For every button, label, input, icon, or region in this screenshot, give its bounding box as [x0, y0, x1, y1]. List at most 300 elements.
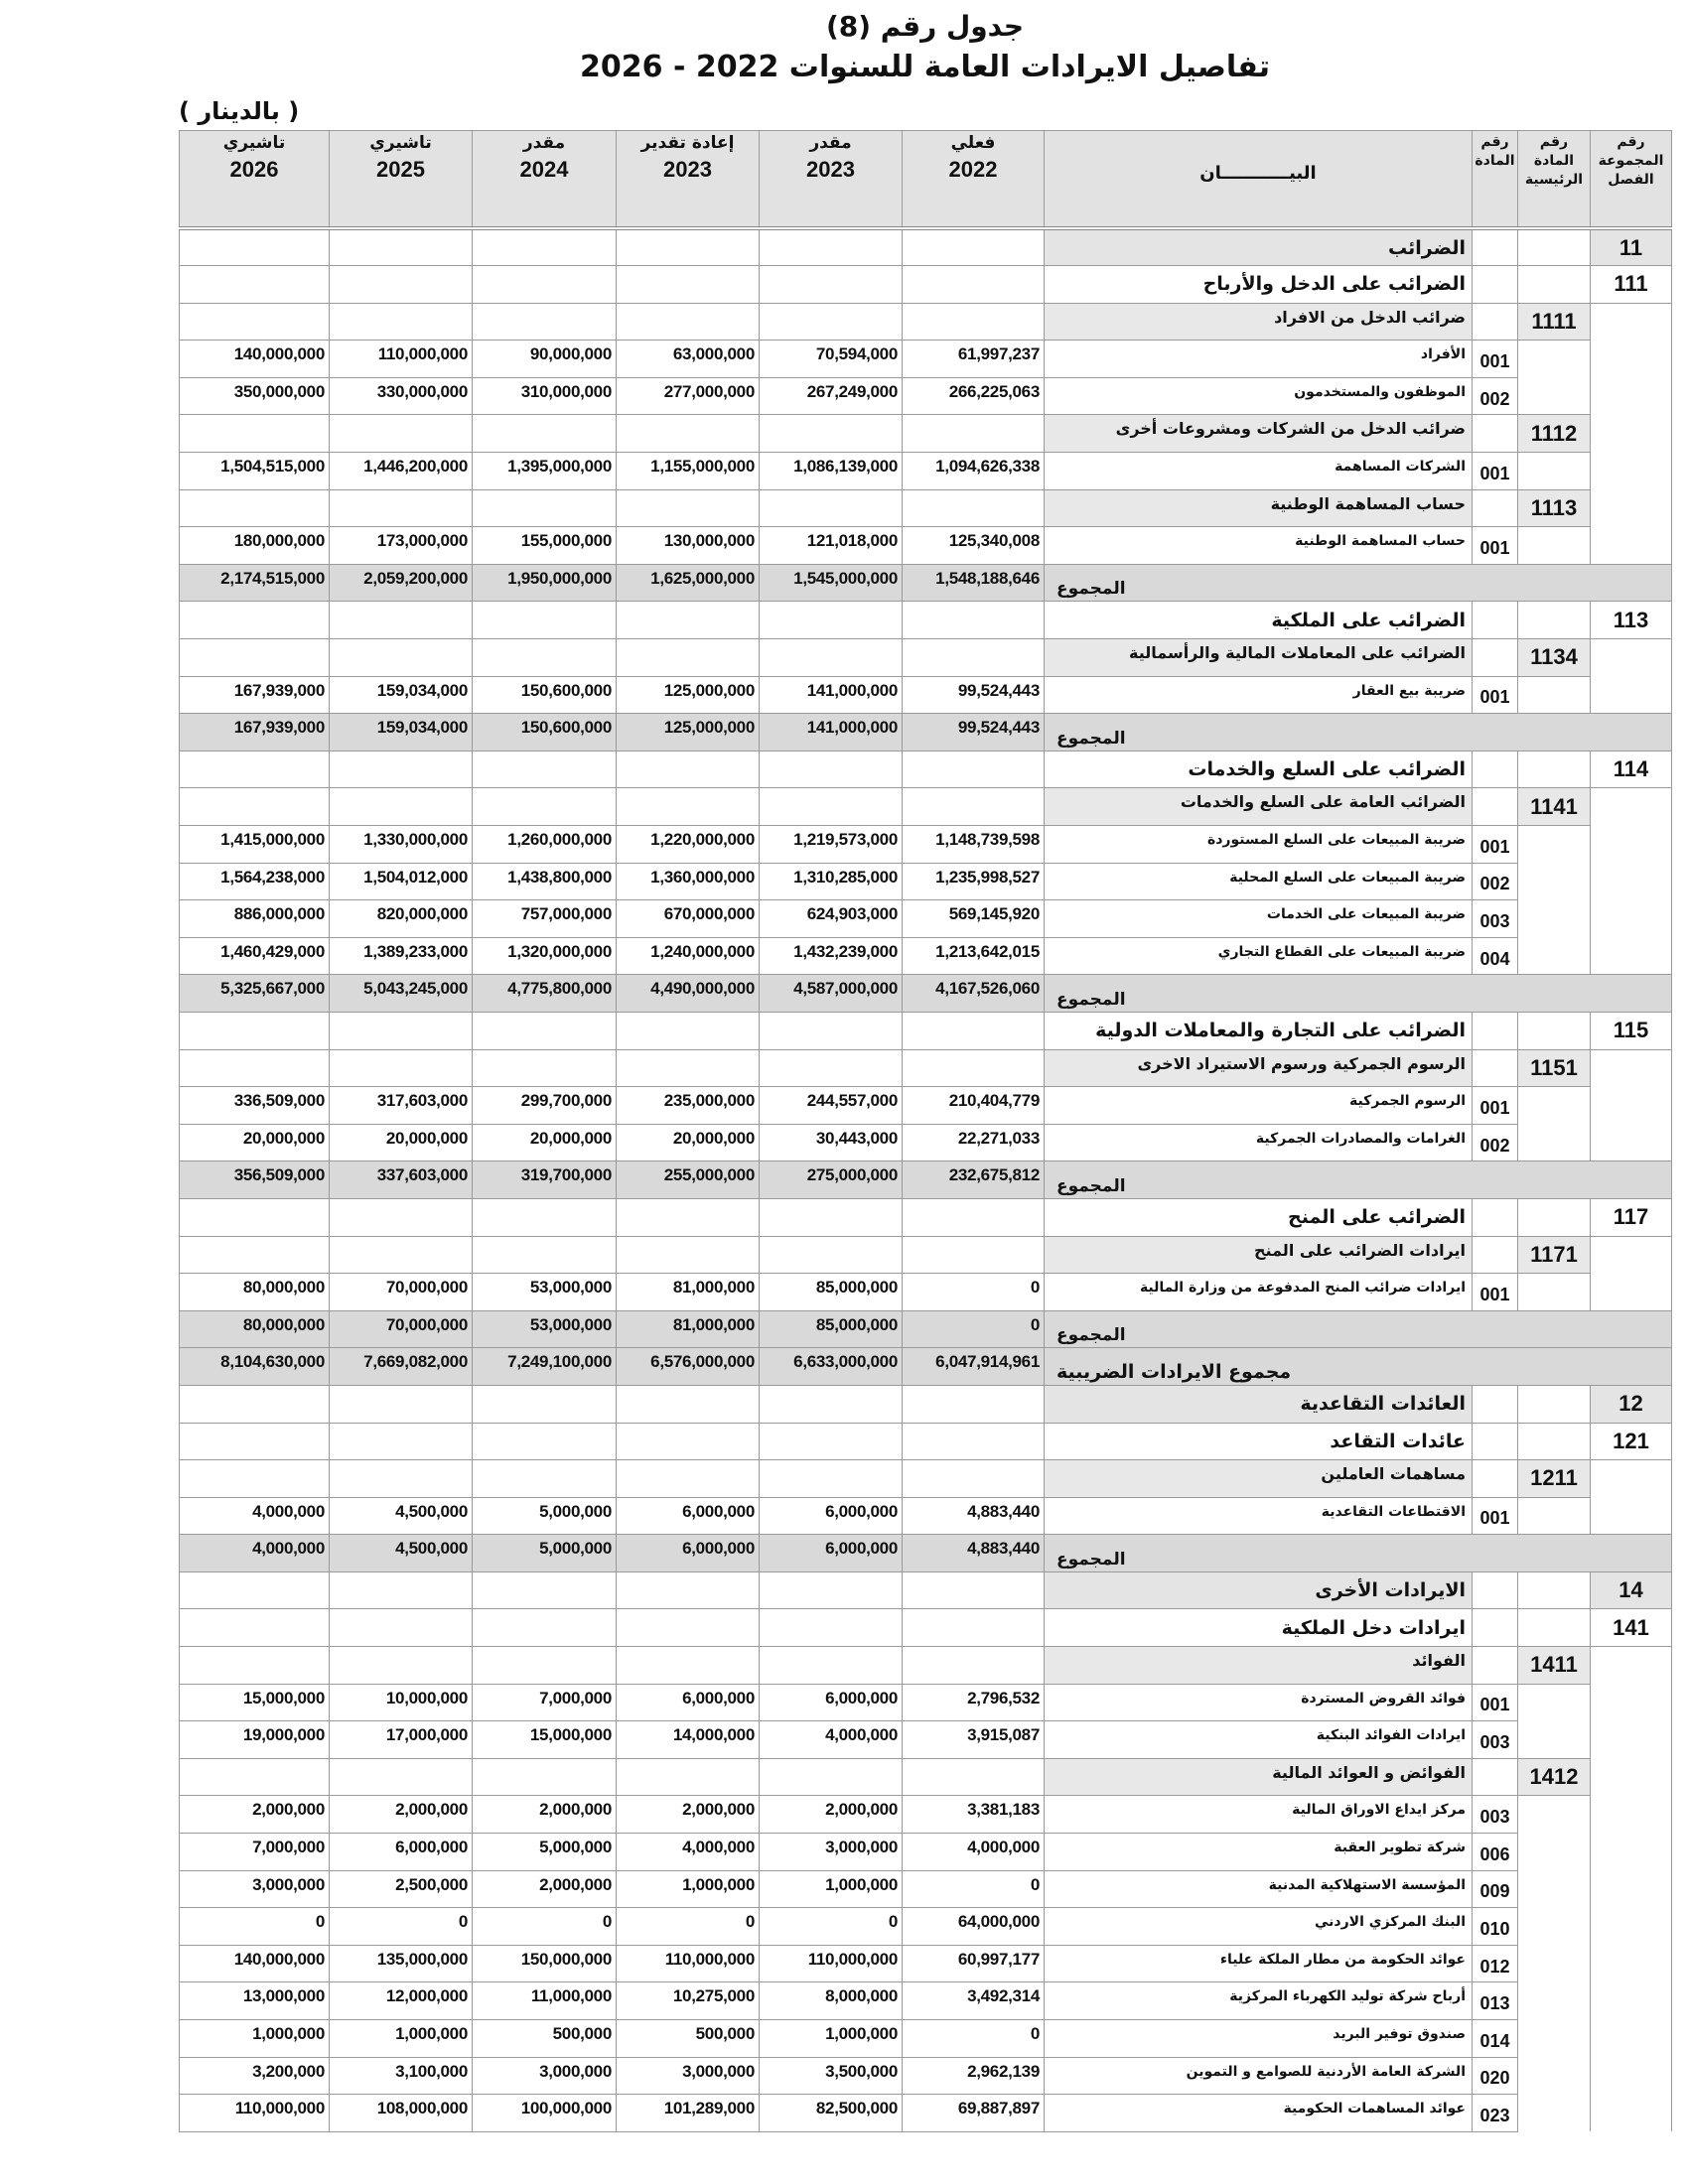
value-2023-reestimate: 1,220,000,000	[617, 826, 760, 864]
value-2022-actual	[903, 1460, 1045, 1498]
group-number	[1591, 639, 1672, 677]
header-2025	[330, 131, 473, 229]
description: ضريبة المبيعات على السلع المستوردة	[1045, 826, 1473, 864]
description: الضرائب على الدخل والأرباح	[1045, 266, 1473, 304]
value-2023-reestimate	[617, 1758, 760, 1796]
value-2024-estimate	[473, 1758, 617, 1796]
value-2023-estimate: 3,500,000	[760, 2057, 903, 2095]
table-row	[180, 341, 1672, 378]
item-number	[1473, 1049, 1518, 1087]
section-heading-row	[180, 751, 1672, 788]
group-number	[1591, 1945, 1672, 1982]
value-2026-indicative: 7,000,000	[180, 1834, 330, 1871]
main-item-number: 1151	[1518, 1049, 1591, 1087]
value-2023-estimate: 2,000,000	[760, 1796, 903, 1834]
value-2025-indicative: 4,500,000	[330, 1497, 473, 1535]
table-row	[180, 1796, 1672, 1834]
value-2022-actual: 1,094,626,338	[903, 453, 1045, 490]
value-2025-indicative: 10,000,000	[330, 1684, 473, 1721]
value-2026-indicative	[180, 1423, 330, 1460]
value-2025-indicative	[330, 1423, 473, 1460]
value-2022-actual	[903, 788, 1045, 826]
main-item-number	[1518, 453, 1591, 490]
value-2022-actual	[903, 1049, 1045, 1087]
value-2025-indicative: 173,000,000	[330, 527, 473, 565]
value-2026-indicative: 80,000,000	[180, 1310, 330, 1348]
value-2023-reestimate: 6,000,000	[617, 1497, 760, 1535]
table-row	[180, 2057, 1672, 2095]
group-number	[1591, 2057, 1672, 2095]
value-2022-actual	[903, 1423, 1045, 1460]
value-2026-indicative	[180, 415, 330, 453]
value-2025-indicative: 1,000,000	[330, 2020, 473, 2058]
group-number	[1591, 303, 1672, 341]
value-2024-estimate: 5,000,000	[473, 1834, 617, 1871]
value-2023-estimate	[760, 1460, 903, 1498]
header-2023-reestimate	[617, 131, 760, 229]
value-2023-reestimate	[617, 602, 760, 639]
group-number: 117	[1591, 1198, 1672, 1236]
item-number: 001	[1473, 341, 1518, 378]
value-2026-indicative	[180, 266, 330, 304]
value-2025-indicative	[330, 639, 473, 677]
value-2023-reestimate: 130,000,000	[617, 527, 760, 565]
value-2024-estimate: 11,000,000	[473, 1982, 617, 2020]
sub-heading-row	[180, 489, 1672, 527]
value-2024-estimate	[473, 303, 617, 341]
description: الموظفون والمستخدمون	[1045, 377, 1473, 415]
value-2023-estimate	[760, 1012, 903, 1049]
value-2026-indicative: 2,174,515,000	[180, 564, 330, 602]
value-2022-actual	[903, 1571, 1045, 1609]
table-number-title: جدول رقم (8)	[825, 10, 1025, 43]
value-2023-reestimate: 255,000,000	[617, 1161, 760, 1199]
group-number	[1591, 415, 1672, 453]
value-2023-reestimate: 235,000,000	[617, 1087, 760, 1125]
item-number	[1473, 1423, 1518, 1460]
description: الضرائب	[1045, 228, 1473, 266]
main-item-number	[1518, 1274, 1591, 1311]
table-row	[180, 1087, 1672, 1125]
total-row	[180, 1161, 1672, 1199]
value-2026-indicative	[180, 602, 330, 639]
description: عوائد المساهمات الحكومية	[1045, 2095, 1473, 2132]
value-2025-indicative: 330,000,000	[330, 377, 473, 415]
main-item-number	[1518, 900, 1591, 938]
value-2026-indicative: 20,000,000	[180, 1124, 330, 1161]
main-item-number: 1113	[1518, 489, 1591, 527]
value-2023-estimate	[760, 266, 903, 304]
item-number	[1473, 266, 1518, 304]
value-2024-estimate: 1,395,000,000	[473, 453, 617, 490]
value-2023-estimate: 30,443,000	[760, 1124, 903, 1161]
value-2025-indicative	[330, 303, 473, 341]
group-number	[1591, 1870, 1672, 1908]
description: فوائد القروض المستردة	[1045, 1684, 1473, 1721]
value-2022-actual	[903, 415, 1045, 453]
value-2024-estimate: 0	[473, 1908, 617, 1946]
total-label	[1045, 564, 1672, 602]
value-2022-actual: 1,548,188,646	[903, 564, 1045, 602]
table-row	[180, 1721, 1672, 1759]
group-number	[1591, 937, 1672, 975]
value-2025-indicative	[330, 1571, 473, 1609]
group-number	[1591, 1497, 1672, 1535]
value-2023-estimate: 1,000,000	[760, 1870, 903, 1908]
value-2024-estimate: 299,700,000	[473, 1087, 617, 1125]
grand-total-label	[1045, 1348, 1672, 1386]
total-label	[1045, 1535, 1672, 1572]
value-2026-indicative: 336,509,000	[180, 1087, 330, 1125]
main-item-number	[1518, 751, 1591, 788]
table-row	[180, 377, 1672, 415]
value-2025-indicative	[330, 1198, 473, 1236]
description: الضرائب على المعاملات المالية والرأسمالية	[1045, 639, 1473, 677]
value-2023-reestimate: 14,000,000	[617, 1721, 760, 1759]
value-2025-indicative: 70,000,000	[330, 1274, 473, 1311]
value-2022-actual: 2,962,139	[903, 2057, 1045, 2095]
item-number	[1473, 751, 1518, 788]
header-main-item-number: رقم المادة الرئيسية	[1518, 131, 1591, 229]
item-number: 023	[1473, 2095, 1518, 2132]
description: ضريبة المبيعات على القطاع التجاري	[1045, 937, 1473, 975]
value-2023-estimate: 6,633,000,000	[760, 1348, 903, 1386]
value-2023-reestimate	[617, 303, 760, 341]
currency-unit-label: ( بالدينار )	[179, 97, 300, 125]
group-number: 11	[1591, 228, 1672, 266]
description: البنك المركزي الاردني	[1045, 1908, 1473, 1946]
value-2026-indicative	[180, 1012, 330, 1049]
item-number: 002	[1473, 377, 1518, 415]
value-2025-indicative: 1,446,200,000	[330, 453, 473, 490]
main-item-number	[1518, 863, 1591, 900]
description: الرسوم الجمركية	[1045, 1087, 1473, 1125]
value-2026-indicative: 167,939,000	[180, 714, 330, 751]
value-2026-indicative	[180, 751, 330, 788]
header-year: 2023	[806, 157, 855, 182]
value-2022-actual	[903, 228, 1045, 266]
value-2026-indicative: 1,564,238,000	[180, 863, 330, 900]
value-2023-reestimate: 0	[617, 1908, 760, 1946]
description: الشركات المساهمة	[1045, 453, 1473, 490]
value-2023-estimate	[760, 1236, 903, 1274]
value-2026-indicative: 1,000,000	[180, 2020, 330, 2058]
value-2022-actual	[903, 602, 1045, 639]
value-2026-indicative: 167,939,000	[180, 676, 330, 714]
description: الضرائب على المنح	[1045, 1198, 1473, 1236]
main-item-number	[1518, 341, 1591, 378]
table-row	[180, 1274, 1672, 1311]
total-label	[1045, 1161, 1672, 1199]
value-2026-indicative: 1,504,515,000	[180, 453, 330, 490]
value-2023-estimate: 85,000,000	[760, 1274, 903, 1311]
value-2023-estimate	[760, 1647, 903, 1685]
group-number	[1591, 527, 1672, 565]
value-2023-reestimate: 81,000,000	[617, 1310, 760, 1348]
value-2025-indicative	[330, 1609, 473, 1647]
value-2022-actual: 0	[903, 1870, 1045, 1908]
value-2026-indicative: 2,000,000	[180, 1796, 330, 1834]
sub-heading-row	[180, 788, 1672, 826]
main-item-number	[1518, 1908, 1591, 1946]
description: الايرادات الأخرى	[1045, 1571, 1473, 1609]
value-2023-estimate	[760, 489, 903, 527]
value-2026-indicative: 350,000,000	[180, 377, 330, 415]
total-label-text: المجموع	[1056, 728, 1126, 749]
table-row	[180, 1497, 1672, 1535]
item-number	[1473, 1012, 1518, 1049]
description: صندوق توفير البريد	[1045, 2020, 1473, 2058]
value-2023-estimate: 8,000,000	[760, 1982, 903, 2020]
group-number	[1591, 341, 1672, 378]
value-2025-indicative: 337,603,000	[330, 1161, 473, 1199]
value-2022-actual	[903, 1198, 1045, 1236]
item-number	[1473, 1758, 1518, 1796]
value-2025-indicative: 5,043,245,000	[330, 975, 473, 1013]
value-2024-estimate: 310,000,000	[473, 377, 617, 415]
value-2026-indicative	[180, 1236, 330, 1274]
description: الضرائب على الملكية	[1045, 602, 1473, 639]
value-2024-estimate: 500,000	[473, 2020, 617, 2058]
main-item-number	[1518, 1982, 1591, 2020]
description: ضريبة المبيعات على الخدمات	[1045, 900, 1473, 938]
value-2023-estimate	[760, 228, 903, 266]
value-2025-indicative: 108,000,000	[330, 2095, 473, 2132]
value-2024-estimate: 2,000,000	[473, 1796, 617, 1834]
value-2022-actual	[903, 1647, 1045, 1685]
main-item-number	[1518, 2020, 1591, 2058]
value-2023-reestimate: 670,000,000	[617, 900, 760, 938]
table-body	[180, 228, 1672, 2131]
value-2022-actual: 1,213,642,015	[903, 937, 1045, 975]
item-number	[1473, 639, 1518, 677]
value-2023-reestimate: 3,000,000	[617, 2057, 760, 2095]
value-2026-indicative	[180, 1758, 330, 1796]
value-2025-indicative: 20,000,000	[330, 1124, 473, 1161]
description: ايرادات دخل الملكية	[1045, 1609, 1473, 1647]
group-number	[1591, 900, 1672, 938]
group-number	[1591, 863, 1672, 900]
main-item-number	[1518, 1423, 1591, 1460]
value-2024-estimate	[473, 1423, 617, 1460]
header-year: 2025	[376, 157, 425, 182]
description: شركة تطوير العقبة	[1045, 1834, 1473, 1871]
value-2023-estimate	[760, 751, 903, 788]
value-2024-estimate	[473, 1460, 617, 1498]
value-2024-estimate: 15,000,000	[473, 1721, 617, 1759]
group-number	[1591, 1908, 1672, 1946]
value-2024-estimate	[473, 489, 617, 527]
sub-heading-row	[180, 415, 1672, 453]
value-2026-indicative	[180, 228, 330, 266]
description: المؤسسة الاستهلاكية المدنية	[1045, 1870, 1473, 1908]
main-item-number: 1412	[1518, 1758, 1591, 1796]
value-2023-estimate	[760, 303, 903, 341]
value-2026-indicative: 4,000,000	[180, 1535, 330, 1572]
item-number	[1473, 788, 1518, 826]
value-2023-reestimate: 2,000,000	[617, 1796, 760, 1834]
description: عائدات التقاعد	[1045, 1423, 1473, 1460]
item-number	[1473, 415, 1518, 453]
value-2023-reestimate: 4,490,000,000	[617, 975, 760, 1013]
header-label: تاشيري	[369, 133, 432, 153]
main-item-number	[1518, 266, 1591, 304]
description: الرسوم الجمركية ورسوم الاستيراد الاخرى	[1045, 1049, 1473, 1087]
value-2023-reestimate	[617, 1460, 760, 1498]
item-number	[1473, 1385, 1518, 1423]
main-item-number	[1518, 377, 1591, 415]
value-2024-estimate: 100,000,000	[473, 2095, 617, 2132]
value-2023-reestimate: 1,625,000,000	[617, 564, 760, 602]
value-2023-reestimate: 81,000,000	[617, 1274, 760, 1311]
total-row	[180, 1310, 1672, 1348]
value-2025-indicative: 12,000,000	[330, 1982, 473, 2020]
total-label	[1045, 714, 1672, 751]
value-2024-estimate: 1,950,000,000	[473, 564, 617, 602]
value-2023-estimate: 267,249,000	[760, 377, 903, 415]
value-2023-estimate: 4,000,000	[760, 1721, 903, 1759]
main-item-number	[1518, 1870, 1591, 1908]
description: حساب المساهمة الوطنية	[1045, 527, 1473, 565]
value-2022-actual: 4,167,526,060	[903, 975, 1045, 1013]
revenue-table	[179, 130, 1672, 2132]
value-2022-actual: 3,915,087	[903, 1721, 1045, 1759]
value-2023-reestimate	[617, 639, 760, 677]
value-2023-reestimate: 10,275,000	[617, 1982, 760, 2020]
value-2025-indicative: 2,000,000	[330, 1796, 473, 1834]
value-2026-indicative	[180, 1385, 330, 1423]
table-row	[180, 2020, 1672, 2058]
value-2022-actual: 64,000,000	[903, 1908, 1045, 1946]
value-2022-actual: 569,145,920	[903, 900, 1045, 938]
value-2026-indicative	[180, 489, 330, 527]
item-number: 001	[1473, 676, 1518, 714]
header-group-number: رقم المجموعة الفصل	[1591, 131, 1672, 229]
value-2022-actual: 60,997,177	[903, 1945, 1045, 1982]
table-row	[180, 1870, 1672, 1908]
value-2023-estimate: 6,000,000	[760, 1684, 903, 1721]
value-2023-reestimate: 1,155,000,000	[617, 453, 760, 490]
value-2022-actual	[903, 751, 1045, 788]
value-2024-estimate: 4,775,800,000	[473, 975, 617, 1013]
value-2024-estimate: 150,000,000	[473, 1945, 617, 1982]
item-number	[1473, 228, 1518, 266]
value-2022-actual	[903, 1609, 1045, 1647]
group-number: 114	[1591, 751, 1672, 788]
header-label: مقدر	[522, 133, 566, 153]
value-2025-indicative	[330, 1012, 473, 1049]
main-item-number	[1518, 1796, 1591, 1834]
group-heading-row	[180, 1571, 1672, 1609]
value-2023-reestimate: 101,289,000	[617, 2095, 760, 2132]
section-heading-row	[180, 602, 1672, 639]
table-row	[180, 1982, 1672, 2020]
description: العائدات التقاعدية	[1045, 1385, 1473, 1423]
value-2023-reestimate: 6,000,000	[617, 1535, 760, 1572]
value-2023-estimate: 82,500,000	[760, 2095, 903, 2132]
section-heading-row	[180, 1198, 1672, 1236]
main-item-number	[1518, 1198, 1591, 1236]
value-2024-estimate: 1,260,000,000	[473, 826, 617, 864]
value-2025-indicative: 1,389,233,000	[330, 937, 473, 975]
description: الضرائب العامة على السلع والخدمات	[1045, 788, 1473, 826]
description: الغرامات والمصادرات الجمركية	[1045, 1124, 1473, 1161]
value-2026-indicative: 0	[180, 1908, 330, 1946]
header-2022-actual	[903, 131, 1045, 229]
value-2025-indicative	[330, 1460, 473, 1498]
value-2023-estimate	[760, 415, 903, 453]
value-2022-actual: 0	[903, 2020, 1045, 2058]
header-label: إعادة تقدير	[640, 133, 735, 153]
value-2023-reestimate: 4,000,000	[617, 1834, 760, 1871]
value-2025-indicative: 110,000,000	[330, 341, 473, 378]
value-2026-indicative	[180, 1460, 330, 1498]
value-2026-indicative: 13,000,000	[180, 1982, 330, 2020]
value-2023-estimate: 1,432,239,000	[760, 937, 903, 975]
description: مركز ايداع الاوراق المالية	[1045, 1796, 1473, 1834]
item-number	[1473, 303, 1518, 341]
value-2024-estimate	[473, 639, 617, 677]
value-2024-estimate	[473, 1385, 617, 1423]
main-item-number	[1518, 1124, 1591, 1161]
item-number: 009	[1473, 1870, 1518, 1908]
item-number: 001	[1473, 1274, 1518, 1311]
description: حساب المساهمة الوطنية	[1045, 489, 1473, 527]
main-item-number	[1518, 826, 1591, 864]
main-item-number	[1518, 1609, 1591, 1647]
value-2022-actual: 61,997,237	[903, 341, 1045, 378]
value-2025-indicative	[330, 1647, 473, 1685]
value-2025-indicative: 70,000,000	[330, 1310, 473, 1348]
group-number	[1591, 1982, 1672, 2020]
item-number: 003	[1473, 1721, 1518, 1759]
value-2024-estimate: 1,438,800,000	[473, 863, 617, 900]
section-heading-row	[180, 1609, 1672, 1647]
description: ايرادات الفوائد البنكية	[1045, 1721, 1473, 1759]
table-row	[180, 826, 1672, 864]
group-number	[1591, 1087, 1672, 1125]
value-2025-indicative	[330, 602, 473, 639]
description: الفوائد	[1045, 1647, 1473, 1685]
item-number: 013	[1473, 1982, 1518, 2020]
value-2023-estimate	[760, 1571, 903, 1609]
description: الشركة العامة الأردنية للصوامع و التموين	[1045, 2057, 1473, 2095]
group-number	[1591, 377, 1672, 415]
value-2024-estimate	[473, 1571, 617, 1609]
value-2023-estimate	[760, 1758, 903, 1796]
value-2025-indicative	[330, 1385, 473, 1423]
main-item-number	[1518, 1087, 1591, 1125]
item-number: 004	[1473, 937, 1518, 975]
value-2024-estimate	[473, 1236, 617, 1274]
value-2022-actual: 99,524,443	[903, 676, 1045, 714]
header-row	[180, 131, 1672, 229]
value-2024-estimate: 7,249,100,000	[473, 1348, 617, 1386]
value-2023-estimate: 275,000,000	[760, 1161, 903, 1199]
total-row	[180, 1348, 1672, 1386]
header-label: فعلي	[950, 133, 996, 153]
item-number: 001	[1473, 453, 1518, 490]
value-2026-indicative: 3,000,000	[180, 1870, 330, 1908]
table-row	[180, 1684, 1672, 1721]
description: الضرائب على السلع والخدمات	[1045, 751, 1473, 788]
item-number	[1473, 602, 1518, 639]
group-number: 141	[1591, 1609, 1672, 1647]
value-2022-actual: 0	[903, 1274, 1045, 1311]
value-2024-estimate	[473, 228, 617, 266]
value-2025-indicative	[330, 228, 473, 266]
header-year: 2024	[519, 157, 569, 182]
